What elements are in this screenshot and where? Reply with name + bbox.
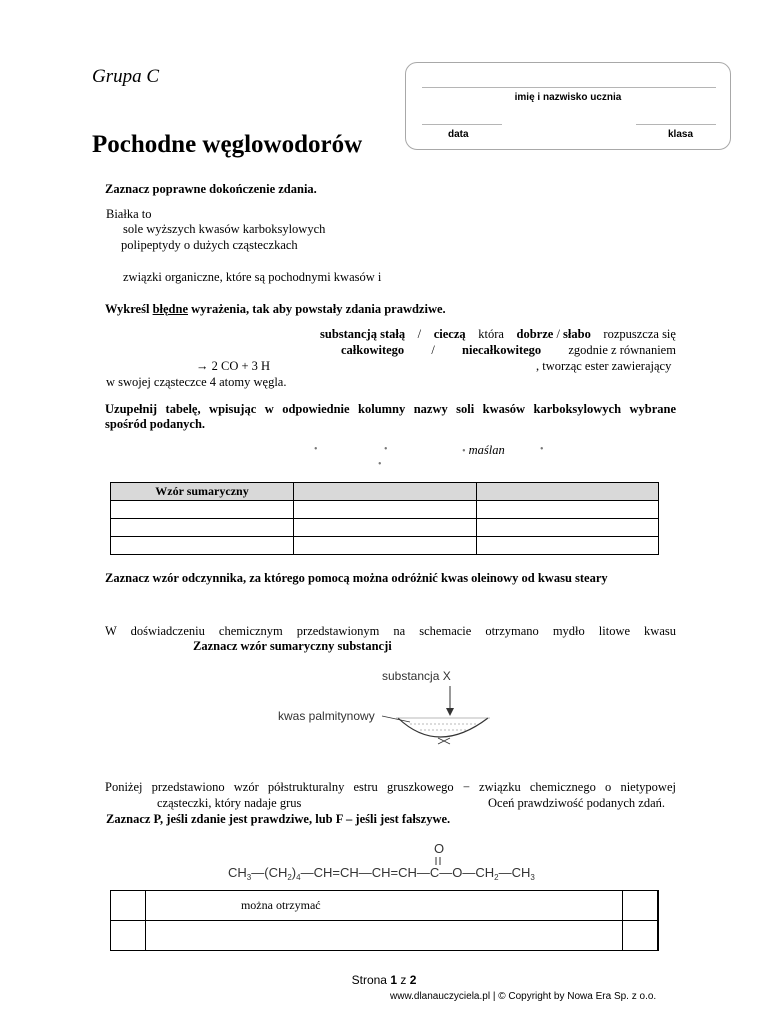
table-cell[interactable] xyxy=(111,519,294,537)
page-number: Strona 1 z 2 xyxy=(351,973,417,987)
header-col3 xyxy=(477,483,659,501)
table-cell[interactable] xyxy=(477,519,659,537)
bullet-icon: • xyxy=(540,444,544,455)
salts-table xyxy=(110,482,659,555)
option-dobrze[interactable]: dobrze xyxy=(516,327,554,341)
option-slabo[interactable]: słabo xyxy=(563,327,591,341)
statement-text xyxy=(145,921,622,951)
statement-text: można otrzymać xyxy=(145,891,622,921)
task4-instruction: Zaznacz wzór odczynnika, za którego pomocą można odróżnić kwas oleinowy od kwasu steary xyxy=(105,571,608,585)
page-title: Pochodne węglowodorów xyxy=(92,131,363,158)
task1-option-a[interactable]: sole wyższych kwasów karboksylowych xyxy=(123,222,326,236)
task5-instruction: Zaznacz wzór sumaryczny substancji xyxy=(193,639,392,653)
statement-number xyxy=(111,921,146,951)
formula-text: $CH_3—(CH_2)_4—CH=CH—CH=CH—C—O—CH_2—CH_3$ xyxy=(228,865,535,882)
formula-oxygen: O xyxy=(434,841,445,856)
option-calkowitego[interactable]: całkowitego xyxy=(341,343,405,357)
evaporating-dish-icon xyxy=(398,718,488,737)
task2-line1: substancją stałą / cieczą która dobrze / słabo rozpuszcza się xyxy=(320,327,676,341)
task6-text-line2a: cząsteczki, który nadaje grus xyxy=(157,796,302,810)
option-ciecza[interactable]: cieczą xyxy=(433,327,466,341)
task1-stem: Białka to xyxy=(106,207,152,221)
option-niecalkowitego[interactable]: niecałkowitego xyxy=(462,343,542,357)
table-cell[interactable] xyxy=(294,537,477,555)
true-false-table xyxy=(110,890,659,951)
header-wzor-sumaryczny: Wzór sumaryczny xyxy=(111,483,294,501)
task6-instruction: Zaznacz P, jeśli zdanie jest prawdziwe, lub F – jeśli jest fałszywe. xyxy=(106,812,451,826)
task5-text: W doświadczeniu chemicznym przedstawionym na schemacie otrzymano mydło litowe kwasu xyxy=(105,624,676,638)
task2-equation: → 2 CO + 3 H xyxy=(196,359,271,373)
task6-text-line1: Poniżej przedstawiono wzór półstrukturalny estru gruszkowego − związku chemicznego o nietypowej xyxy=(105,780,676,794)
table-cell[interactable] xyxy=(477,501,659,519)
task3-instruction-line2: spośród podanych. xyxy=(105,417,206,431)
table-cell[interactable] xyxy=(477,537,659,555)
task1-option-c[interactable]: związki organiczne, które są pochodnymi kwasów i xyxy=(123,270,382,284)
group-label: Grupa C xyxy=(92,66,160,87)
task2-line4: w swojej cząsteczce 4 atomy węgla. xyxy=(106,375,287,389)
table-cell[interactable] xyxy=(294,501,477,519)
bullet-icon: • xyxy=(462,446,466,457)
date-line[interactable] xyxy=(422,124,502,125)
bullet-icon: • xyxy=(384,444,388,455)
task1-option-b[interactable]: polipeptydy o dużych cząsteczkach xyxy=(121,238,298,252)
answer-f[interactable] xyxy=(658,921,659,951)
table-cell[interactable] xyxy=(111,537,294,555)
statement-number xyxy=(111,891,146,921)
task1-instruction: Zaznacz poprawne dokończenie zdania. xyxy=(105,182,317,196)
label-kwas-palmitynowy: kwas palmitynowy xyxy=(278,709,375,723)
task2-instruction: Wykreśl błędne wyrażenia, tak aby powstały zdania prawdziwe. xyxy=(105,302,446,316)
arrow-head-icon xyxy=(446,708,454,716)
student-id-box xyxy=(405,62,731,150)
bullet-icon: • xyxy=(378,459,382,470)
answer-p[interactable] xyxy=(623,891,658,921)
table-cell[interactable] xyxy=(294,519,477,537)
class-line[interactable] xyxy=(636,124,716,125)
experiment-diagram xyxy=(270,662,500,752)
underlined-word: błędne xyxy=(152,302,189,316)
ester-formula xyxy=(225,838,555,884)
answer-p[interactable] xyxy=(623,921,658,951)
copyright-footer[interactable]: www.dlanauczyciela.pl | © Copyright by Nowa Era Sp. z o.o. xyxy=(390,991,657,1002)
name-line[interactable] xyxy=(422,87,716,88)
task3-instruction-line1: Uzupełnij tabelę, wpisując w odpowiednie kolumny nazwy soli kwasów karboksylowych wybrane xyxy=(105,402,676,416)
task2-line3-end: , tworząc ester zawierający xyxy=(536,359,672,373)
answer-f[interactable] xyxy=(658,891,659,921)
option-substancja-stala[interactable]: substancją stałą xyxy=(320,327,406,341)
class-label: klasa xyxy=(668,129,694,140)
label-substancja-x: substancja X xyxy=(382,669,451,683)
table-cell[interactable] xyxy=(111,501,294,519)
salt-maslan[interactable]: • maślan xyxy=(462,443,505,457)
name-label: imię i nazwisko ucznia xyxy=(514,92,622,103)
date-label: data xyxy=(448,129,469,140)
bullet-icon: • xyxy=(314,444,318,455)
task2-line2: całkowitego / niecałkowitego zgodnie z równaniem xyxy=(341,343,676,357)
header-col2 xyxy=(294,483,477,501)
task6-text-line2b: Oceń prawdziwość podanych zdań. xyxy=(488,796,666,810)
